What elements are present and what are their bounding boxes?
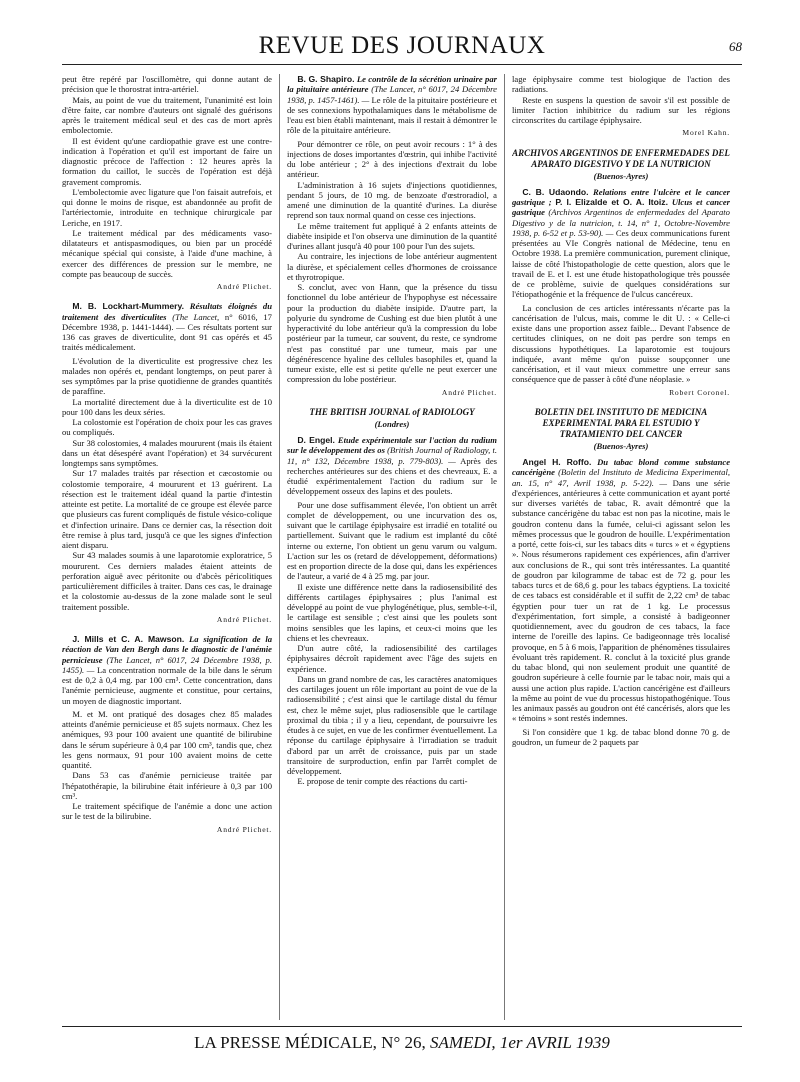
article-author: C. B. Udaondo. <box>522 186 589 197</box>
article-title: Du tabac blond comme substance cancérigène <box>512 457 730 478</box>
paragraph: L'évolution de la diverticulite est progressive chez les malades non opérés et, pendant longtemps, on peut parer à ses symptômes par la prise quotidienne de grandes quantités de paraffine. <box>62 355 272 397</box>
paragraph: La mortalité directement due à la diverticulite est de 10 pour 100 dans les deux séries. <box>62 396 272 417</box>
article-heading <box>512 187 730 300</box>
paragraph: La concentration normale de la bile dans le sérum est de 0,2 à 0,4 mg. par 100 cm³. Cette concentration, dans l'anémie pernicieuse, augmente et constitue, pour certains, un moyen de diagnostic important. <box>62 664 272 706</box>
journal-place: (Londres) <box>374 418 410 429</box>
paragraph: Il existe une différence nette dans la radiosensibilité des différents cartilages épiphysaires ; plus l'animal est développé au point de vue phylogénétique, plus, semble-t-il, le cartilage est sensible ; c'est ainsi que les poulets sont moins sensibles que les lapins, et ceux-ci moins que les chiens et les chevreaux. <box>287 581 497 643</box>
column-1 <box>62 74 272 1020</box>
masthead <box>62 30 742 65</box>
paragraph: E. propose de tenir compte des réactions du carti- <box>297 776 468 787</box>
author-signature: Robert Coronel. <box>669 387 730 397</box>
footer-journal: LA PRESSE MÉDICALE, N° 26, <box>194 1033 426 1052</box>
paragraph: Le traitement médical par des médicaments vaso-dilatateurs et antispasmodiques, ou bien par un procédé mécanique spécial qui consiste, à l'aide d'une machine, à exercer des différences de pression sur le membre, ne compte pas beaucoup de succès. <box>62 227 272 279</box>
paragraph: D'un autre côté, la radiosensibilité des cartilages épiphysaires décroît rapidement avec l'âge des sujets en expérience. <box>287 643 497 674</box>
paragraph: Mais, au point de vue du traitement, l'unanimité est loin d'être faite, car nombre d'auteurs ont signalé des guérisons après le traitement médical seul et des cas de mort après embolectomie. <box>62 94 272 136</box>
paragraph: L'administration à 16 sujets d'injections quotidiennes, pendant 5 jours, de 10 mg. de benzoate d'œstroradiol, a amené une diminution de la quantité d'urines. La diurèse reprend son taux normal quand on cesse ces injections. <box>287 179 497 221</box>
column-divider <box>504 74 505 1020</box>
paragraph: Pour démontrer ce rôle, on peut avoir recours : 1° à des injections de doses importantes d'œstrin, qui inhibe l'activité du lobe antérieur ; 2° à des injections d'extrait du lobe antérieur. <box>287 138 497 180</box>
paragraph: Reste en suspens la question de savoir s'il est possible de limiter l'action inhibitrice du radium sur les régions circonscrites du cartilage épiphysaire. <box>512 94 730 125</box>
article-reference: (The Lancet, n° 6017, 24 Décembre 1938, p. 1457-1461). — <box>287 84 497 105</box>
article-title: La signification de la réaction de Van den Bergh dans le diagnostic de l'anémie pernicieuse <box>62 634 272 665</box>
paragraph: Dans un grand nombre de cas, les caractères anatomiques des cartilages jouent un rôle important au point de vue de la radiosensibilité ; c'est ainsi que le cartilage distal du fémur est, chez le même sujet, plus radiosensible que le cartilage proximal du tibia ; il y a lieu, cependant, de poursuivre les études à ce sujet, en vue de les confirmer éventuellement. La réponse du cartilage épiphysaire à l'irradiation se traduit d'abord par un arrêt de croissance, puis par un stade transitoire de surproduction, enfin par l'arrêt complet de développement. <box>287 673 497 776</box>
paragraph: L'embolectomie avec ligature que l'on faisait autrefois, et qui donne le moins de risque, est abandonnée au profit de l'artériectomie, introduite en technique chirurgicale par Leriche, en 1917. <box>62 186 272 228</box>
article-title: Le contrôle de la sécrétion urinaire par la pituitaire antérieure <box>287 74 497 95</box>
paragraph: lage épiphysaire comme test biologique de l'action des radiations. <box>512 74 730 95</box>
paragraph: Si l'on considère que 1 kg. de tabac blond donne 70 g. de goudron, un fumeur de 2 paquets par <box>512 726 730 747</box>
column-2 <box>287 74 497 1020</box>
paragraph: Au contraire, les injections de lobe antérieur augmentent la diurèse, et spécialement celles d'hormones de croissance et thyrotropique. <box>287 251 497 282</box>
article-author: P. I. Elizalde et O. A. Itoiz. <box>555 197 668 207</box>
article-heading <box>512 457 730 724</box>
column-3 <box>512 74 730 1020</box>
article-reference: (British Journal of Radiology, t. 11, n° 132, Décembre 1938, p. 779-803). — <box>287 445 497 466</box>
journal-heading: ARCHIVOS ARGENTINOS DE ENFERMEDADES DEL APARATO DIGESTIVO Y DE LA NUTRICION <box>512 147 730 169</box>
column-divider <box>279 74 280 1020</box>
paragraph: Dans une série d'expériences, antérieures à cette communication et ayant porté sur diverses variétés de tabac, R. avait démontré que la substance cancérigène du tabac est non pas la nicotine, mais le goudron contenu dans la fumée, celui-ci agissant selon les mêmes processus que le goudron de houille. L'expérimentation a porté, cette fois-ci, sur les tabacs dits « turcs » et « égyptiens ». Nous résumerons rapidement ces expériences, afin d'arriver aux conclusions de R., qui sont très intéressantes. La quantité de goudron par kilogramme de tabac est de 72 g. pour les tabacs turcs et de 68,6 g. pour les tabacs égyptiens. La toxicité de ces tabacs est considérable et il suffit de 2,22 cm³ de tabac égyptien pour tuer un rat de 1 kg. Le processus d'expérimentation, fort simple, a consisté à badigeonner quotidiennement, avec du goudron de ces tabacs, la face interne de l'oreille des lapins. Ce badigeonnage très localisé provoque, en 5 à 6 mois, l'apparition de phénomènes tissulaires évoluant très rapidement. R. conclut à la toxicité plus grande du tabac blond, qui non seulement produit une quantité de goudron supérieure à celle fournie par le tabac noir, mais qui a aussi une action plus rapide. L'action cancérigène est d'ailleurs la même au point de vue du processus histopathogénique. Tous les animaux passés au goudron ont été cancérisés, alors que les « témoins » sont restés indemnes. <box>512 477 730 724</box>
article-reference: (Archivos Argentinos de enfermedades del Aparato Digestivo y de la nutricion, t. 14, n° 1, Octobre-Novembre 1938, p. 6-52 et p. 53-90). — <box>512 207 730 238</box>
author-signature: Morel Kahn. <box>682 128 730 138</box>
article-author: J. Mills et C. A. Mawson. <box>72 634 185 644</box>
page-number: 68 <box>729 39 742 54</box>
author-signature: André Plichet. <box>441 387 497 397</box>
article-reference-detail: n° 6016, 17 Décembre 1938, p. 1441-1444). — <box>62 311 272 332</box>
article-title: Etude expérimentale sur l'action du radium sur le développement des os <box>287 435 497 456</box>
journal-heading: THE BRITISH JOURNAL of RADIOLOGY <box>309 406 475 417</box>
page-title: REVUE DES JOURNAUX <box>258 32 546 59</box>
page-footer <box>62 1026 742 1053</box>
article-author: B. G. Shapiro. <box>297 74 355 84</box>
paragraph: S. conclut, avec von Hann, que la présence du tissu fonctionnel du lobe antérieur de l'hypophyse est nécessaire pour la production du diabète insipide. D'autre part, la polyurie du syndrome de Cushing est due bien plutôt à une hyperactivité du lobe antérieur qu'à la compression du lobe postérieur par la tumeur, car souvent, du reste, ce syndrome n'est pas constitué par une tumeur, mais par une dégénérescence hyaline des cellules basophiles et, quand la tumeur existe, elle est si petite qu'elle ne peut exercer une compression du lobe postérieur. <box>287 282 497 385</box>
paragraph: Sur 43 malades soumis à une laparotomie exploratrice, 5 moururent. Ces derniers malades étaient atteints de perforation aiguë avec péritonite ou d'abcès péricolitiques particulièrement difficiles à traiter. Dans ces cas, le drainage et la colostomie au-dessus de la zone malade sont le seul traitement possible. <box>62 550 272 612</box>
article-reference: (Boletin del Instituto de Medicina Experimental, an. 15, n° 47, Avril 1938, p. 5-22). — <box>512 467 730 488</box>
article-title: Résultats éloignés du traitement des diverticulites <box>62 301 272 322</box>
article-heading <box>287 74 497 136</box>
article-title: Ulcus et cancer gastrique <box>512 197 730 218</box>
article-author: D. Engel. <box>297 435 335 445</box>
article-reference: (The Lancet, <box>172 311 220 322</box>
paragraph: La conclusion de ces articles intéressants n'écarte pas la cancérisation de l'ulcus, mais, comme le dit U. : « Celle-ci existe dans une proportion assez faible... Devant l'absence de certitudes cliniques, on ne doit pas perdre son temps en discussions hypothétiques. La laparotomie est toujours indiquée, avant même qu'on puisse soupçonner une cancérisation, et il vaut mieux commettre une erreur sans conséquence que de passer à côté d'une néoplasie. » <box>512 302 730 385</box>
paragraph: Pour une dose suffisamment élevée, l'on obtient un arrêt complet de développement, ou une incurvation des os, suivant que le cartilage épiphysaire est irradié en totalité ou partiellement. Suivant que le radium est implanté du côté interne ou externe, l'on obtient un genu varum ou valgum. L'action sur les os (retard de développement, déformations) est en proportion directe de la dose qui, dans les expériences de l'auteur, a varié de 4 à 25 mg. par jour. <box>287 499 497 582</box>
author-signature: André Plichet. <box>216 282 272 291</box>
article-author: Angel H. Roffo. <box>522 457 592 467</box>
paragraph: Sur 17 malades traités par résection et cæcostomie ou colostomie temporaire, 4 moururent et 13 guérirent. La résection est le traitement idéal quand la partie d'intestin atteinte est petite. La mortalité de ce groupe est élevée parce que plusieurs cas furent compliqués de fistule vésico-colique et d'infection urinaire. Dans ce dernier cas, la résection doit être remise à plus tard, jusqu'à ce que les signes d'infection aient disparu. <box>62 468 272 550</box>
paragraph: Le traitement spécifique de l'anémie a donc une action sur le test de la bilirubine. <box>62 801 272 822</box>
paragraph: Il est évident qu'une cardiopathie grave est une contre-indication à l'opération et qu'il est important de faire un diagnostic précoce de l'affection : 12 heures après la formation du caillot, le succès de l'opération est déjà gravement compromis. <box>62 135 272 187</box>
paragraph: Ces résultats portent sur 136 cas graves de diverticulite, dont 91 cas opérés et 45 traités médicalement. <box>62 321 272 353</box>
journal-place: (Buenos-Ayres) <box>593 440 649 451</box>
paragraph: La colostomie est l'opération de choix pour les cas graves ou compliqués. <box>62 417 272 438</box>
paragraph: Après des recherches antérieures sur des chiens et des chevreaux, E. a étudié expérimentalement l'action du radium sur le développement osseux des lapins et des poulets. <box>287 455 497 497</box>
article-heading <box>62 301 272 352</box>
article-heading <box>62 634 272 706</box>
paragraph: Sur 38 colostomies, 4 malades moururent (mais ils étaient dans un état désespéré avant l'opération) et 34 survécurent longtemps sans symptômes. <box>62 437 272 468</box>
author-signature: André Plichet. <box>216 614 272 624</box>
paragraph: Le même traitement fut appliqué à 2 enfants atteints de diabète insipide et l'on observa une diminution de la quantité d'urines allant jusqu'à 40 pour 100 pour l'un des sujets. <box>287 220 497 251</box>
article-heading <box>287 435 497 497</box>
journal-place: (Buenos-Ayres) <box>593 170 649 181</box>
paragraph: Le rôle de la pituitaire postérieure et de ses connexions hypothalamiques dans le métabolisme de l'eau est bien établi maintenant, mais il restait à démontrer le rôle de la pituitaire antérieure. <box>287 94 497 136</box>
journal-heading: BOLETIN DEL INSTITUTO DE MEDICINA EXPERIMENTAL PARA EL ESTUDIO Y TRATAMIENTO DEL CANCER <box>534 406 708 439</box>
paragraph: Ces deux communications furent présentées au VIe Congrès national de Médecine, tenu en Octobre 1938. La première communication, purement clinique, laisse de côté l'histopathologie de cette question, alors que le travail de E. et I. est une étude histopathologique très poussée de ce problème, suivie de quelques considérations sur l'étiopathogénie et la fréquence de l'ulcus cancéreux. <box>512 227 730 300</box>
footer-date: SAMEDI, 1er AVRIL 1939 <box>430 1033 610 1052</box>
author-signature: André Plichet. <box>216 824 272 834</box>
article-author: M. B. Lockhart-Mummery. <box>72 301 184 312</box>
paragraph: peut être repéré par l'oscillomètre, qui donne autant de précision que le thorostrat intra-artériel. <box>62 74 272 95</box>
article-reference: (The Lancet, n° 6017, 24 Décembre 1938, p. 1455). — <box>62 654 272 675</box>
paragraph: M. et M. ont pratiqué des dosages chez 85 malades atteints d'anémie pernicieuse et 85 sujets normaux. Chez les anémiques, 93 pour 100 avaient une quantité de bilirubine dans le sérum supérieure à 0,4 par 100 cm³, tandis que, chez les gens normaux, 91 pour 100 avaient moins de cette quantité. <box>62 708 272 770</box>
paragraph: Dans 53 cas d'anémie pernicieuse traitée par l'hépatothérapie, la bilirubine était inférieure à 0,3 par 100 cm³. <box>62 770 272 801</box>
article-title: Relations entre l'ulcère et le cancer gastrique ; <box>512 186 730 207</box>
